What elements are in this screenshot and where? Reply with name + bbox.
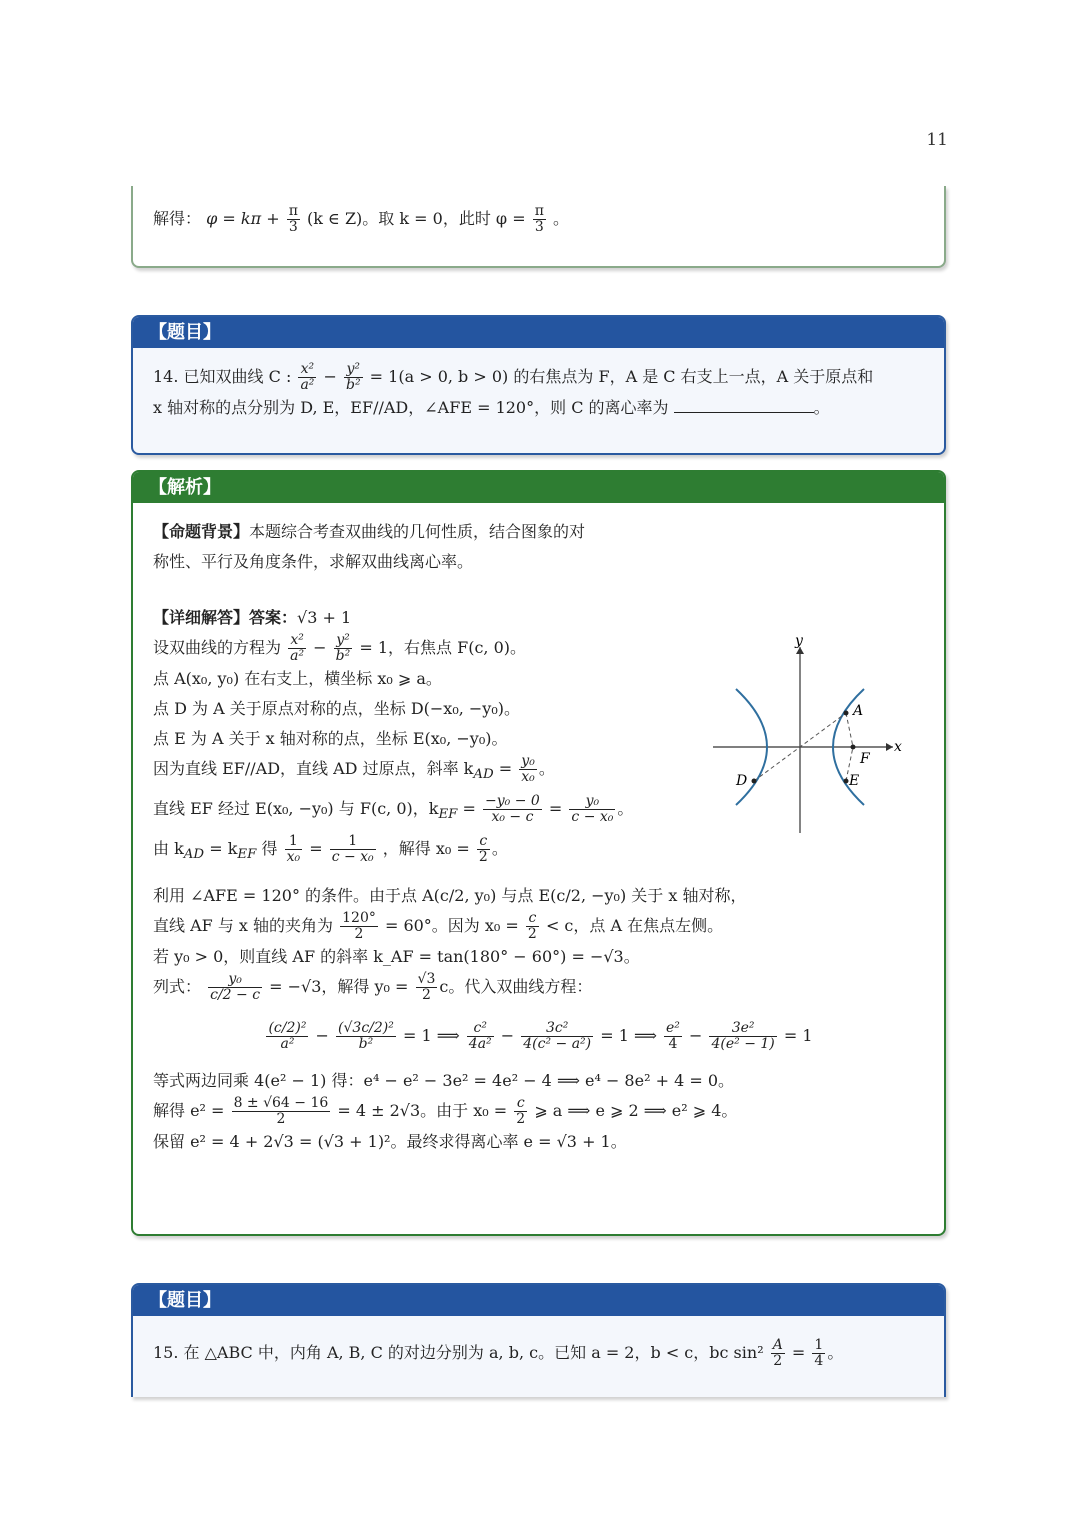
text: < c，点 A 在焦点左侧。 <box>545 915 724 935</box>
label-f: F <box>860 751 870 767</box>
subscript: AD <box>183 847 205 863</box>
hyperbola-figure <box>708 633 908 833</box>
frac: $\frac{\text{3c²}}{\text{4(c² − a²)}}$ <box>523 1019 592 1052</box>
text: 因为直线 EF//AD，直线 AD 过原点，斜率 k <box>153 759 474 778</box>
display-equation: $\frac{\text{(c/2)²}}{\text{a²}}$ − $\frac{\text{(√3c/2)²}}{\text{b²}}$ = 1 ⟹ $\frac{\text{c²}}{\text{4a²}}$ − $\frac{\text{3c²}}{\text{4(c² − a²)}}$ = 1 ⟹ $\frac{\text{e²}}{4}$ − $\frac{\text{3e²}}{\text{4(e² − 1)}}$ = 1 <box>268 1019 813 1052</box>
line-af <box>846 713 853 747</box>
fraction-1-4: $\frac{1}{4}$ <box>814 1337 824 1369</box>
text: 得 <box>261 839 278 859</box>
point-f <box>851 745 856 750</box>
fraction-c-2: $\frac{c}{2}$ <box>527 909 537 942</box>
text: = 1(a > 0, b > 0) 的右焦点为 F，A 是 C 右支上一点，A 关于原点和 <box>369 367 874 386</box>
text: = <box>548 799 563 819</box>
solution-continuation-box <box>131 186 946 268</box>
step-2: 点 A(x₀, y₀) 在右支上，横坐标 x₀ ⩾ a。 <box>153 669 442 688</box>
point-e <box>844 779 849 784</box>
label-e: E <box>849 773 860 789</box>
text: ，解得 x₀ = <box>382 839 470 859</box>
text: = 1 <box>783 1025 813 1045</box>
fraction-c-2: $\frac{c}{2}$ <box>478 833 488 866</box>
background-line-1 <box>153 517 924 547</box>
period: 。 <box>813 398 830 417</box>
label-d: D <box>736 773 748 789</box>
page-number: 11 <box>926 130 948 150</box>
text: = <box>462 799 476 819</box>
step-12: 等式两边同乘 4(e² − 1) 得：e⁴ − e² − 3e² = 4e² − 4 ⟹ e⁴ − 8e² + 4 = 0。 <box>153 1070 735 1090</box>
fraction-c-2: $\frac{c}{2}$ <box>516 1094 526 1127</box>
answer-label: 【详细解答】答案： <box>153 608 298 627</box>
fraction-ef-2: $\frac{\text{y₀}}{\text{c − x₀}}$ <box>571 793 614 826</box>
question-header: 【题目】 <box>133 317 944 348</box>
background-line-2: 称性、平行及角度条件，求解双曲线离心率。 <box>153 552 474 571</box>
text: = 60°。因为 x₀ = <box>384 915 519 935</box>
question-14-box <box>131 315 946 455</box>
fraction-pi-over-3: $\frac{\pi}{3}$ <box>534 203 544 235</box>
answer-line <box>153 603 924 633</box>
text: x 轴对称的点分别为 D, E，EF//AD，∠AFE = 120°，则 C 的离心率为 <box>153 398 669 417</box>
question-15-box <box>131 1283 946 1397</box>
text: 15. 在 △ABC 中，内角 A, B, C 的对边分别为 a, b, c。已知 a = 2，b < c，bc sin² <box>153 1343 764 1362</box>
text: 列式： <box>153 976 202 996</box>
step-11 <box>153 972 924 1003</box>
fraction-x2-a2: $\frac{\text{x²}}{\text{a²}}$ <box>300 361 315 393</box>
answer-value: √3 + 1 <box>297 608 352 627</box>
math-text: (k ∈ Z)。取 k = 0，此时 φ = <box>306 209 526 228</box>
point-a <box>844 711 849 716</box>
x-axis-arrow <box>886 743 893 751</box>
text: 解得 e² = <box>153 1100 225 1120</box>
step-10: 若 y₀ > 0，则直线 AF 的斜率 k_AF = tan(180° − 60°) = −√3。 <box>153 946 640 966</box>
label-y: y <box>795 633 803 649</box>
text: = <box>791 1343 806 1362</box>
text: = 4 ± 2√3。由于 x₀ = <box>337 1100 508 1120</box>
fraction-y0-over: $\frac{\text{y₀}}{c/2 - c}$ <box>210 970 261 1003</box>
fraction-y0-x0: $\frac{\text{y₀}}{\text{x₀}}$ <box>521 753 535 785</box>
answer-blank[interactable] <box>674 396 814 413</box>
step-13 <box>153 1096 924 1127</box>
frac: $\frac{\text{(c/2)²}}{\text{a²}}$ <box>268 1019 307 1052</box>
step-1: 设双曲线的方程为 $\frac{\text{x²}}{\text{a²}}$ − $\frac{\text{y²}}{\text{b²}}$ = 1，右焦点 F(c, 0)。 <box>153 632 527 664</box>
text: = k <box>209 839 238 859</box>
text: 设双曲线的方程为 <box>153 638 282 657</box>
frac: $\frac{\text{3e²}}{\text{4(e² − 1)}}$ <box>711 1019 775 1052</box>
text: c。代入双曲线方程： <box>439 976 593 996</box>
label-a: A <box>853 703 864 719</box>
subscript: EF <box>237 847 257 863</box>
period: 。 <box>538 759 555 778</box>
text: = −√3，解得 y₀ = <box>269 976 409 996</box>
text: 直线 EF 经过 E(x₀, −y₀) 与 F(c, 0)，k <box>153 799 439 819</box>
text: 由 k <box>153 839 184 859</box>
label-text: 解得： <box>153 209 202 228</box>
background-label: 【命题背景】 <box>153 522 250 541</box>
period: 。 <box>491 839 508 859</box>
point-d <box>752 779 757 784</box>
fraction-x2-a2: $\frac{\text{x²}}{\text{a²}}$ <box>290 632 305 664</box>
fraction-solution: $\frac{8 \pm √64 - 16}{2}$ <box>233 1094 329 1127</box>
fraction-1-c-x0: $\frac{1}{\text{c − x₀}}$ <box>331 833 374 866</box>
math-text: φ = kπ + <box>206 209 280 228</box>
frac: $\frac{\text{c²}}{\text{4a²}}$ <box>468 1019 492 1052</box>
fraction-sqrt3-2: $\frac{√3}{2}$ <box>417 970 436 1003</box>
step-9 <box>153 911 924 942</box>
text: 直线 AF 与 x 轴的夹角为 <box>153 915 334 935</box>
text: 14. 已知双曲线 C : <box>153 367 292 386</box>
fraction-120-2: $\frac{120^\circ}{2}$ <box>342 909 376 942</box>
fraction-pi-over-3: $\frac{\pi}{3}$ <box>288 203 298 235</box>
step-8: 利用 ∠AFE = 120° 的条件。由于点 A(c/2, y₀) 与点 E(c/2, −y₀) 关于 x 轴对称， <box>153 885 747 905</box>
question-15-line <box>153 1338 924 1369</box>
frac: $\frac{\text{e²}}{4}$ <box>666 1019 680 1052</box>
subscript: AD <box>473 767 494 783</box>
text: = 1 ⟹ <box>600 1025 657 1045</box>
period: 。 <box>617 799 634 819</box>
fraction-y2-b2: $\frac{\text{y²}}{\text{b²}}$ <box>335 632 351 664</box>
question-line-2 <box>153 393 924 423</box>
subscript: EF <box>438 807 458 823</box>
solution-line <box>153 204 924 235</box>
frac: $\frac{\text{(√3c/2)²}}{\text{b²}}$ <box>338 1019 394 1052</box>
period: 。 <box>827 1343 844 1362</box>
fraction-1-x0: $\frac{1}{\text{x₀}}$ <box>286 833 301 866</box>
step-14: 保留 e² = 4 + 2√3 = (√3 + 1)²。最终求得离心率 e = √3 + 1。 <box>153 1131 627 1151</box>
text: 本题综合考查双曲线的几何性质，结合图象的对 <box>249 522 586 541</box>
text: = <box>498 759 513 778</box>
step-3: 点 D 为 A 关于原点对称的点，坐标 D(−x₀, −y₀)。 <box>153 699 521 718</box>
fraction-y2-b2: $\frac{\text{y²}}{\text{b²}}$ <box>346 361 361 393</box>
step-7: 由 $k_{AD} = k_{EF}$ 得 $\frac{1}{\text{x₀}}$ = $\frac{1}{\text{c − x₀}}$ ，解得 x₀ = $\frac{c}{2}$ 。 <box>153 833 508 866</box>
label-x: x <box>894 739 902 755</box>
text: = 1，右焦点 F(c, 0)。 <box>359 638 527 657</box>
text: ⩾ a ⟹ e ⩾ 2 ⟹ e² ⩾ 4。 <box>534 1100 738 1120</box>
analysis-header: 【解析】 <box>133 472 944 503</box>
step-4: 点 E 为 A 关于 x 轴对称的点，坐标 E(x₀, −y₀)。 <box>153 729 508 748</box>
period: 。 <box>553 209 570 228</box>
question-header: 【题目】 <box>133 1285 944 1316</box>
analysis-box <box>131 470 946 1236</box>
fraction-a-2: $\frac{A}{2}$ <box>772 1337 783 1369</box>
fraction-ef-1: $\frac{\text{−y₀ − 0}}{\text{x₀ − c}}$ <box>485 793 540 826</box>
question-line-1: 14. 已知双曲线 C : $\frac{\text{x²}}{\text{a²}}$ − $\frac{\text{y²}}{\text{b²}}$ = 1(a > 0, b > 0) 的右焦点为 F，A 是 C 右支上一点，A 关于原点和 <box>153 361 874 393</box>
text: = 1 ⟹ <box>402 1025 460 1045</box>
